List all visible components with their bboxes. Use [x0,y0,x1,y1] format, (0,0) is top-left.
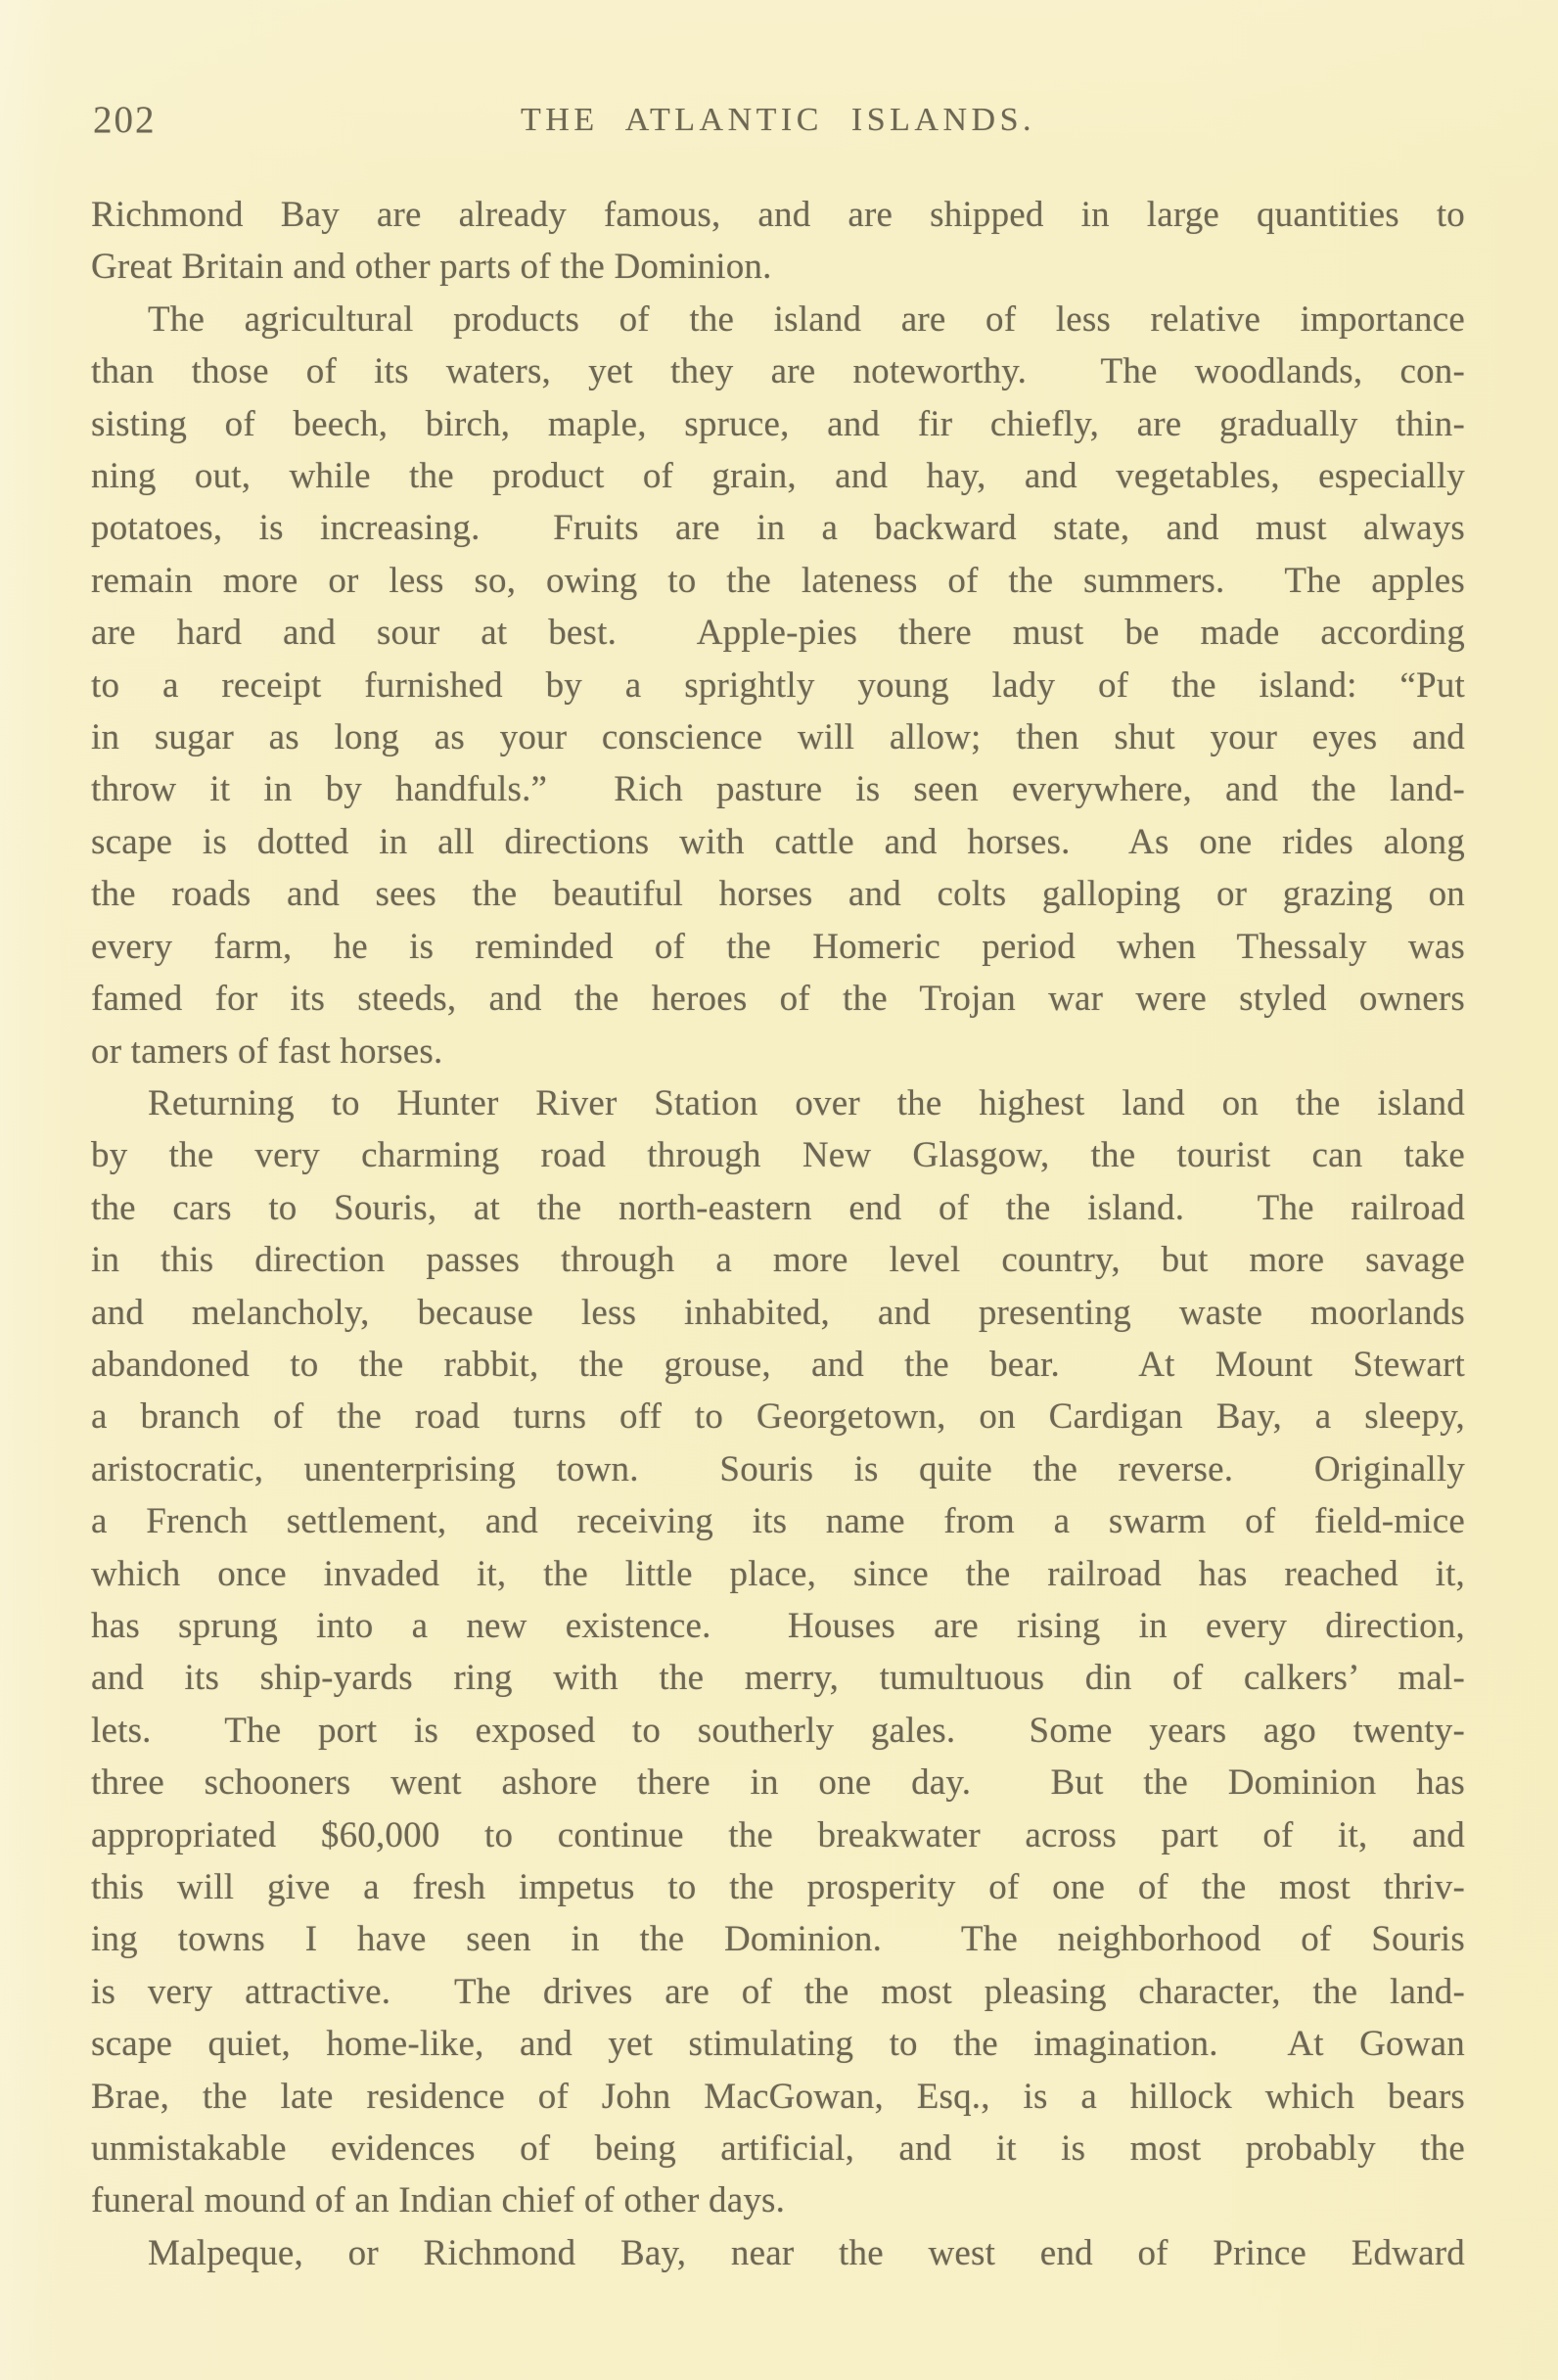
text-line: in sugar as long as your conscience will allow; then shut your eyes and [91,717,1465,758]
text-line: aristocratic, unenterprising town. Souris is quite the reverse. Originally [91,1448,1465,1489]
paragraph [91,294,1465,1077]
text-block [91,189,1465,2279]
text-line: Brae, the late residence of John MacGowan, Esq., is a hillock which bears [91,2076,1465,2117]
text-line: abandoned to the rabbit, the grouse, and the bear. At Mount Stewart [91,1344,1465,1385]
text-line: the cars to Souris, at the north-eastern end of the island. The railroad [91,1187,1465,1228]
paragraph [91,2227,1465,2279]
text-line: famed for its steeds, and the heroes of the Trojan war were styled owners [91,979,1465,1020]
page-number: 202 [93,99,157,141]
text-line: The agricultural products of the island are of less relative importance [148,298,1465,340]
text-line: in this direction passes through a more level country, but more savage [91,1240,1465,1281]
paragraph [91,1077,1465,2227]
text-line: a branch of the road turns off to Georgetown, on Cardigan Bay, a sleepy, [91,1396,1465,1438]
text-line: and its ship-yards ring with the merry, tumultuous din of calkers’ mal- [91,1658,1465,1699]
text-line: every farm, he is reminded of the Homeric period when Thessaly was [91,926,1465,967]
text-line: is very attractive. The drives are of the most pleasing character, the land- [91,1971,1465,2012]
text-line: than those of its waters, yet they are noteworthy. The woodlands, con- [91,351,1465,392]
text-line: Returning to Hunter River Station over the highest land on the island [148,1082,1465,1123]
text-line: are hard and sour at best. Apple-pies there must be made according [91,613,1465,654]
text-line: lets. The port is exposed to southerly gales. Some years ago twenty- [91,1710,1465,1751]
text-line: the roads and sees the beautiful horses and colts galloping or grazing on [91,874,1465,915]
text-line: this will give a fresh impetus to the prosperity of one of the most thriv- [91,1867,1465,1907]
text-line: three schooners went ashore there in one day. But the Dominion has [91,1762,1465,1804]
text-line: and melancholy, because less inhabited, and presenting waste moorlands [91,1292,1465,1333]
text-line: has sprung into a new existence. Houses are rising in every direction, [91,1605,1465,1646]
text-line: sisting of beech, birch, maple, spruce, and fir chiefly, are gradually thin- [91,403,1465,444]
text-line: a French settlement, and receiving its name from a swarm of field-mice [91,1501,1465,1542]
text-line: which once invaded it, the little place, since the railroad has reached it, [91,1553,1465,1594]
running-title: THE ATLANTIC ISLANDS. [521,102,1035,138]
text-line: funeral mound of an Indian chief of other days. [91,2180,786,2221]
text-line: remain more or less so, owing to the lateness of the summers. The apples [91,560,1465,601]
text-line: throw it in by handfuls.” Rich pasture is seen everywhere, and the land- [91,769,1465,810]
text-line: scape is dotted in all directions with cattle and horses. As one rides along [91,821,1465,862]
text-line: to a receipt furnished by a sprightly young lady of the island: “Put [91,664,1465,706]
text-line: unmistakable evidences of being artificial, and it is most probably the [91,2128,1465,2170]
text-line: Great Britain and other parts of the Dominion. [91,247,772,288]
text-line: potatoes, is increasing. Fruits are in a backward state, and must always [91,508,1465,549]
page-header [91,101,1465,140]
text-line: scape quiet, home-like, and yet stimulating to the imagination. At Gowan [91,2024,1465,2065]
paragraph [91,189,1465,294]
text-line: Richmond Bay are already famous, and are shipped in large quantities to [91,195,1465,235]
text-line: by the very charming road through New Glasgow, the tourist can take [91,1135,1465,1176]
text-line: ning out, while the product of grain, and hay, and vegetables, especially [91,456,1465,497]
text-line: appropriated $60,000 to continue the breakwater across part of it, and [91,1814,1465,1855]
text-line: ing towns I have seen in the Dominion. The neighborhood of Souris [91,1919,1465,1960]
text-line: Malpeque, or Richmond Bay, near the west end of Prince Edward [148,2232,1465,2273]
text-line: or tamers of fast horses. [91,1030,443,1072]
